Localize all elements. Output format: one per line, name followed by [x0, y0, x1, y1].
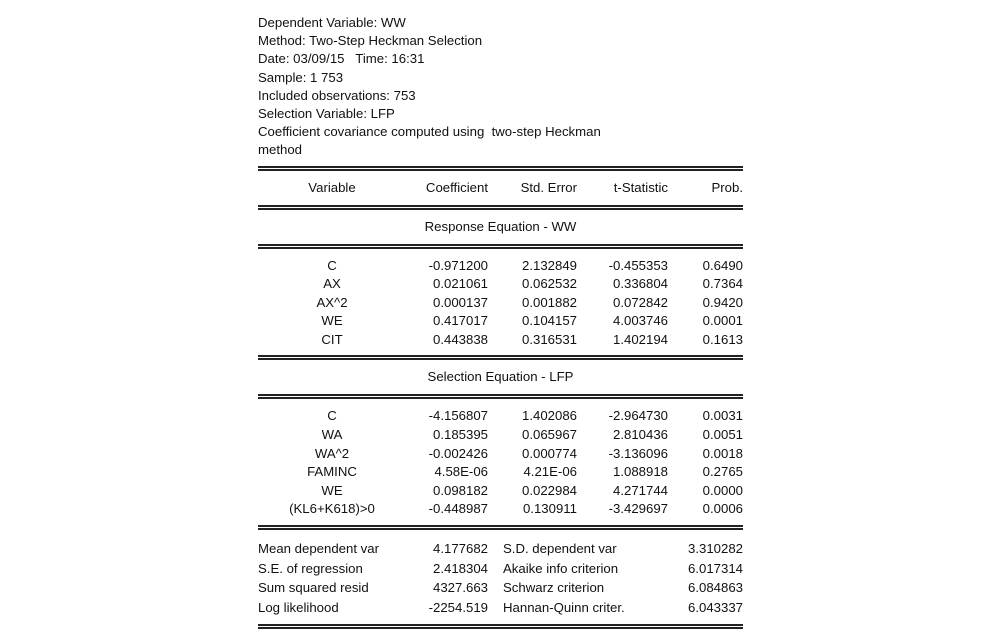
- t-statistic-value: -2.964730: [608, 408, 668, 424]
- column-header-variable: Variable: [308, 179, 356, 195]
- regression-output: [258, 14, 743, 629]
- stats-row: [258, 578, 743, 598]
- coefficient-value: 0.000137: [432, 294, 488, 310]
- variable-name: (KL6+K618)>0: [289, 501, 375, 517]
- stat-label: Akaike info criterion: [503, 560, 619, 576]
- std-error-value: 2.132849: [521, 257, 577, 273]
- covariance-note-line-1: Coefficient covariance computed using two-step Heckman: [258, 124, 601, 140]
- table-row: [258, 275, 743, 294]
- prob-value: 0.0018: [702, 445, 743, 461]
- prob-value: 0.0031: [702, 408, 743, 424]
- covariance-note-line-2: method: [258, 142, 302, 158]
- t-statistic-value: 0.336804: [612, 276, 668, 292]
- std-error-value: 0.104157: [521, 313, 577, 329]
- std-error-value: 0.130911: [522, 501, 577, 517]
- table-row: [258, 407, 743, 426]
- stat-value: -2254.519: [428, 599, 488, 615]
- selection-variable-line: Selection Variable: LFP: [258, 105, 395, 121]
- t-statistic-value: -0.455353: [608, 257, 668, 273]
- coefficient-value: 4.58E-06: [434, 464, 488, 480]
- prob-value: 0.0000: [702, 482, 743, 498]
- stat-label: Mean dependent var: [258, 541, 379, 557]
- dependent-variable-line: Dependent Variable: WW: [258, 15, 406, 30]
- column-header-std-error: Std. Error: [520, 179, 577, 195]
- stat-label: Schwarz criterion: [503, 580, 605, 596]
- t-statistic-value: -3.429697: [608, 501, 668, 517]
- stat-value: 4.177682: [432, 541, 488, 557]
- stat-value: 2.418304: [432, 560, 488, 576]
- std-error-value: 0.065967: [521, 427, 577, 443]
- variable-name: C: [327, 257, 337, 273]
- coefficient-value: 0.098182: [432, 482, 488, 498]
- t-statistic-value: 4.271744: [612, 482, 668, 498]
- table-row: [258, 463, 743, 482]
- table-row: [258, 331, 743, 350]
- std-error-value: 1.402086: [521, 408, 577, 424]
- estimation-header: [258, 14, 743, 160]
- t-statistic-value: 1.088918: [612, 464, 668, 480]
- stat-label: Hannan-Quinn criter.: [503, 599, 625, 615]
- variable-name: C: [327, 408, 337, 424]
- column-header-prob: Prob.: [711, 179, 743, 195]
- table-row: [258, 312, 743, 331]
- coefficient-value: -0.002426: [428, 445, 488, 461]
- variable-name: FAMINC: [307, 464, 357, 480]
- selection-equation-title: Selection Equation - LFP: [427, 369, 574, 385]
- std-error-value: 0.062532: [521, 276, 577, 292]
- variable-name: WA^2: [314, 445, 350, 461]
- column-header-coefficient: Coefficient: [425, 179, 488, 195]
- table-row: [258, 500, 743, 519]
- t-statistic-value: 0.072842: [612, 294, 668, 310]
- column-header-row: [258, 171, 743, 205]
- variable-name: WE: [321, 482, 343, 498]
- coefficient-value: 0.443838: [432, 331, 488, 347]
- std-error-value: 0.316531: [521, 331, 577, 347]
- stats-row: [258, 559, 743, 579]
- table-row: [258, 294, 743, 313]
- stat-value: 3.310282: [687, 541, 743, 557]
- stat-value: 4327.663: [432, 580, 488, 596]
- variable-name: AX^2: [316, 294, 348, 310]
- prob-value: 0.0051: [702, 427, 743, 443]
- summary-statistics: [258, 530, 743, 624]
- date-time-line: Date: 03/09/15 Time: 16:31: [258, 51, 425, 67]
- prob-value: 0.7364: [702, 276, 743, 292]
- prob-value: 0.6490: [702, 257, 743, 273]
- t-statistic-value: -3.136096: [608, 445, 668, 461]
- stats-row: [258, 539, 743, 559]
- std-error-value: 4.21E-06: [523, 464, 577, 480]
- variable-name: AX: [323, 276, 341, 292]
- sample-line: Sample: 1 753: [258, 69, 344, 85]
- stat-value: 6.017314: [687, 560, 743, 576]
- stat-value: 6.043337: [687, 599, 743, 615]
- std-error-value: 0.022984: [521, 482, 577, 498]
- column-header-t-statistic: t-Statistic: [613, 179, 668, 195]
- coefficient-value: -0.448987: [428, 501, 488, 517]
- prob-value: 0.1613: [702, 331, 743, 347]
- coefficient-value: 0.417017: [432, 313, 488, 329]
- std-error-value: 0.000774: [521, 445, 577, 461]
- prob-value: 0.0001: [702, 313, 743, 329]
- method-line: Method: Two-Step Heckman Selection: [258, 33, 483, 49]
- response-equation-title: Response Equation - WW: [424, 218, 577, 234]
- table-row: [258, 426, 743, 445]
- coefficient-value: 0.185395: [432, 427, 488, 443]
- selection-equation-table: [258, 399, 743, 525]
- table-bottom-rule: [258, 624, 743, 629]
- variable-name: CIT: [321, 331, 343, 347]
- response-equation-table: [258, 249, 743, 356]
- coefficient-value: 0.021061: [432, 276, 488, 292]
- stat-label: Sum squared resid: [258, 580, 369, 596]
- stats-row: [258, 598, 743, 618]
- stat-value: 6.084863: [687, 580, 743, 596]
- variable-name: WA: [321, 427, 343, 443]
- t-statistic-value: 2.810436: [612, 427, 668, 443]
- t-statistic-value: 1.402194: [612, 331, 668, 347]
- t-statistic-value: 4.003746: [612, 313, 668, 329]
- table-row: [258, 257, 743, 276]
- stat-label: Log likelihood: [258, 599, 339, 615]
- stat-label: S.D. dependent var: [503, 541, 617, 557]
- std-error-value: 0.001882: [521, 294, 577, 310]
- prob-value: 0.2765: [702, 464, 743, 480]
- variable-name: WE: [321, 313, 343, 329]
- table-row: [258, 445, 743, 464]
- prob-value: 0.9420: [702, 294, 743, 310]
- table-row: [258, 482, 743, 501]
- coefficient-value: -0.971200: [428, 257, 488, 273]
- coefficient-value: -4.156807: [428, 408, 488, 424]
- included-observations-line: Included observations: 753: [258, 87, 416, 103]
- stat-label: S.E. of regression: [258, 560, 363, 576]
- prob-value: 0.0006: [702, 501, 743, 517]
